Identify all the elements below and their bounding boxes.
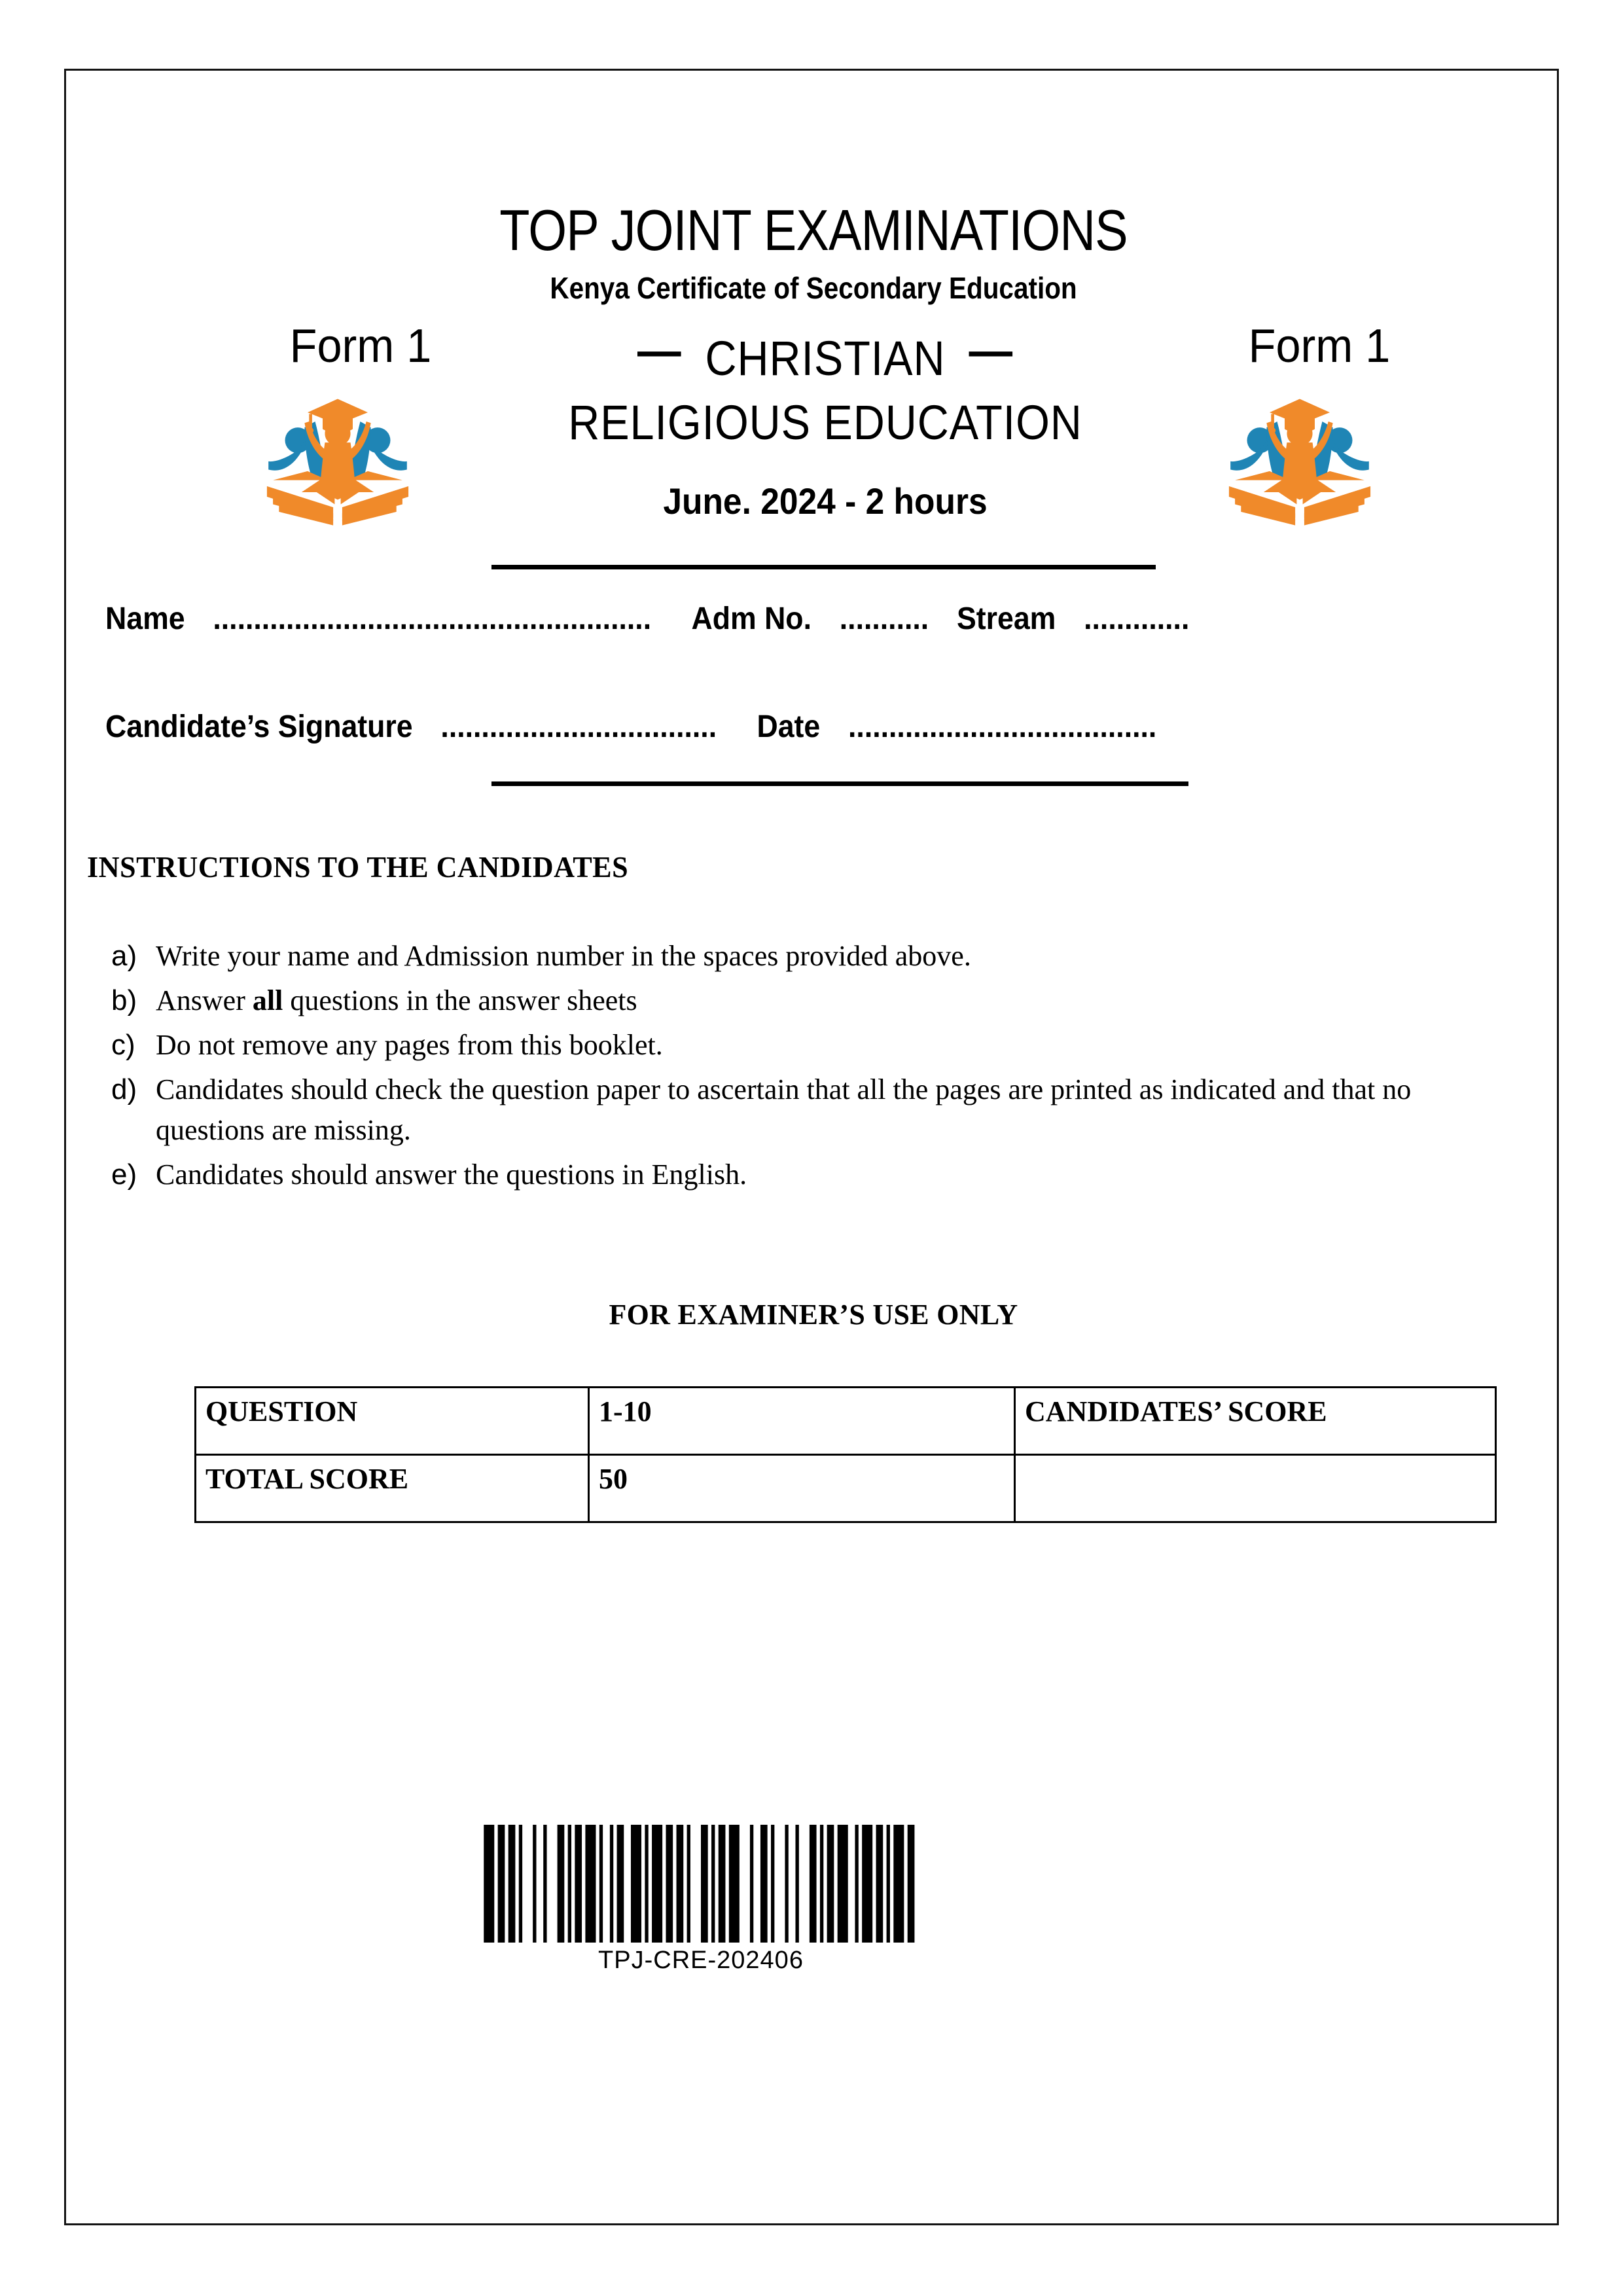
candidate-signature-row bbox=[105, 709, 1156, 745]
instruction-marker-a: a) bbox=[111, 940, 137, 972]
table-cell-question-range: 1-10 bbox=[589, 1388, 1015, 1455]
certificate-subtitle: Kenya Certificate of Secondary Education bbox=[550, 271, 1077, 305]
instruction-marker-e: e) bbox=[111, 1158, 137, 1191]
signature-label: Candidate’s Signature bbox=[105, 709, 413, 744]
stream-label: Stream bbox=[956, 601, 1056, 636]
page-border bbox=[64, 69, 1559, 2225]
instruction-marker-c: c) bbox=[111, 1029, 135, 1061]
table-cell-question-label: QUESTION bbox=[196, 1388, 589, 1455]
dash-right: — bbox=[969, 323, 1014, 378]
subject-name: CHRISTIAN bbox=[705, 331, 946, 386]
instructions-heading: INSTRUCTIONS TO THE CANDIDATES bbox=[87, 850, 629, 884]
table-row bbox=[196, 1388, 1496, 1455]
subject-title-line-2: RELIGIOUS EDUCATION bbox=[568, 395, 1082, 450]
barcode-block bbox=[472, 1825, 930, 1975]
form-label-right: Form 1 bbox=[1248, 320, 1391, 372]
candidate-name-row bbox=[105, 601, 1189, 637]
instruction-text-c: Do not remove any pages from this booklet. bbox=[156, 1029, 663, 1061]
instruction-item-e bbox=[102, 1155, 1509, 1195]
adm-input-dots[interactable]: ........... bbox=[839, 601, 929, 636]
divider-top bbox=[491, 565, 1156, 569]
instruction-text-d: Candidates should check the question paper to ascertain that all the pages are printed as indicated and that no questions are missing. bbox=[156, 1073, 1412, 1146]
instruction-text-a: Write your name and Admission number in the spaces provided above. bbox=[156, 940, 971, 972]
dash-left: — bbox=[637, 323, 682, 378]
table-cell-total-score-entry[interactable] bbox=[1015, 1455, 1496, 1522]
instruction-marker-d: d) bbox=[111, 1073, 137, 1105]
adm-label: Adm No. bbox=[691, 601, 812, 636]
school-logo-left bbox=[262, 385, 413, 529]
instruction-text-b-post: questions in the answer sheets bbox=[283, 984, 637, 1016]
signature-input-dots[interactable]: .................................. bbox=[440, 709, 717, 744]
exam-session: June. 2024 - 2 hours bbox=[663, 480, 988, 522]
examiner-use-heading: FOR EXAMINER’S USE ONLY bbox=[609, 1299, 1018, 1331]
table-cell-candidates-score-header: CANDIDATES’ SCORE bbox=[1015, 1388, 1496, 1455]
table-cell-total-score-value: 50 bbox=[589, 1455, 1015, 1522]
table-cell-total-score-label: TOTAL SCORE bbox=[196, 1455, 589, 1522]
table-row bbox=[196, 1455, 1496, 1522]
instruction-item-d bbox=[102, 1069, 1509, 1151]
date-input-dots[interactable]: ...................................... bbox=[848, 709, 1157, 744]
subject-title-line-1 bbox=[437, 323, 1214, 386]
date-label: Date bbox=[757, 709, 821, 744]
instruction-marker-b: b) bbox=[111, 984, 137, 1016]
exam-board-title: TOP JOINT EXAMINATIONS bbox=[499, 198, 1128, 262]
instruction-text-b-pre: Answer bbox=[156, 984, 253, 1016]
instruction-text-b-bold: all bbox=[252, 984, 283, 1016]
instructions-list bbox=[102, 936, 1509, 1199]
divider-bottom bbox=[491, 781, 1188, 786]
name-input-dots[interactable]: ...................................................... bbox=[213, 601, 652, 636]
page-content bbox=[66, 71, 1557, 2223]
instruction-item-a bbox=[102, 936, 1509, 977]
stream-input-dots[interactable]: ............. bbox=[1084, 601, 1190, 636]
name-label: Name bbox=[105, 601, 185, 636]
barcode-label: TPJ-CRE-202406 bbox=[598, 1946, 804, 1974]
instruction-text-e: Candidates should answer the questions in English. bbox=[156, 1158, 747, 1191]
form-label-left: Form 1 bbox=[289, 320, 432, 372]
examiner-score-table bbox=[194, 1386, 1497, 1523]
instruction-item-b bbox=[102, 980, 1509, 1021]
barcode-image bbox=[478, 1825, 923, 1943]
instruction-item-c bbox=[102, 1025, 1509, 1066]
